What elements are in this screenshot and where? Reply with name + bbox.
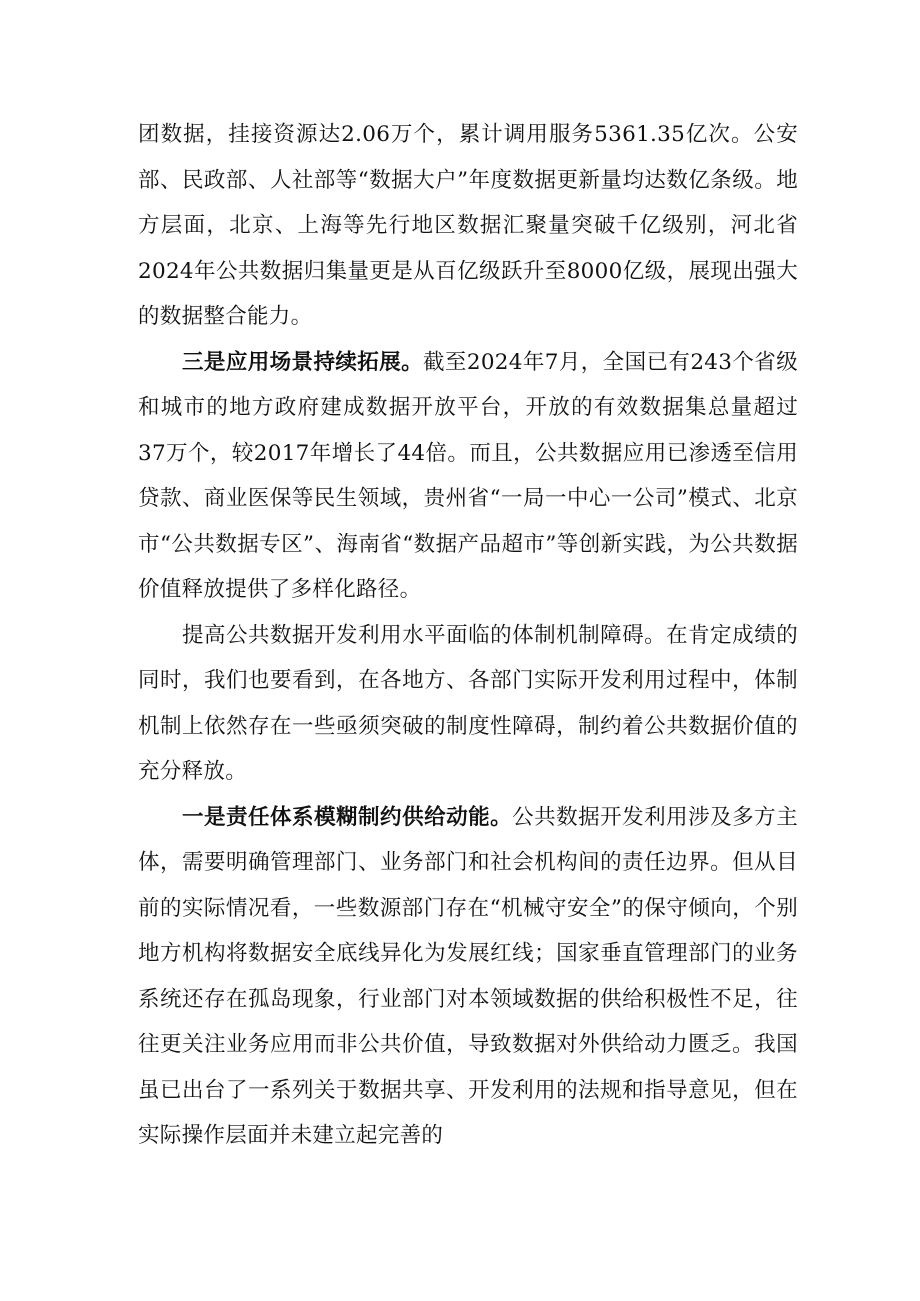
paragraph-institutional-barriers — [138, 613, 798, 795]
paragraph-text: 团数据，挂接资源达2.06万个，累计调用服务5361.35亿次。公安部、民政部、人社部等“数据大户”年度数据更新量均达数亿条级。地方层面，北京、上海等先行地区数据汇聚量突破千亿级别，河北省2024年公共数据归集量更是从百亿级跃升至8000亿级，展现出强大的数据整合能力。 — [138, 122, 798, 329]
paragraph-text: 公共数据开发利用涉及多方主体，需要明确管理部门、业务部门和社会机构间的责任边界。但从目前的实际情况看，一些数源部门存在“机械守安全”的保守倾向，个别地方机构将数据安全底线异化为发展红线；国家垂直管理部门的业务系统还存在孤岛现象，行业部门对本领域数据的供给积极性不足，往往更关注业务应用而非公共价值，导致数据对外供给动力匮乏。我国虽已出台了一系列关于数据共享、开发利用的法规和指导意见，但在实际操作层面并未建立起完善的 — [138, 804, 798, 1148]
article-body — [138, 112, 798, 1159]
paragraph-text: 截至2024年7月，全国已有243个省级和城市的地方政府建成数据开放平台，开放的有效数据集总量超过37万个，较2017年增长了44倍。而且，公共数据应用已渗透至信用贷款、商业医保等民生领域，贵州省“一局一中心一公司”模式、北京市“公共数据专区”、海南省“数据产品超市”等创新实践，为公共数据价值释放提供了多样化路径。 — [138, 349, 798, 602]
paragraph-lead: 三是应用场景持续拓展。 — [182, 349, 424, 375]
paragraph-text: 提高公共数据开发利用水平面临的体制机制障碍。在肯定成绩的同时，我们也要看到，在各地方、各部门实际开发利用过程中，体制机制上依然存在一些亟须突破的制度性障碍，制约着公共数据价值的充分释放。 — [138, 622, 798, 784]
paragraph-application-scenarios — [138, 340, 798, 613]
paragraph-lead: 一是责任体系模糊制约供给动能。 — [182, 804, 513, 830]
paragraph-responsibility-system — [138, 795, 798, 1159]
paragraph-data-aggregation — [138, 112, 798, 340]
